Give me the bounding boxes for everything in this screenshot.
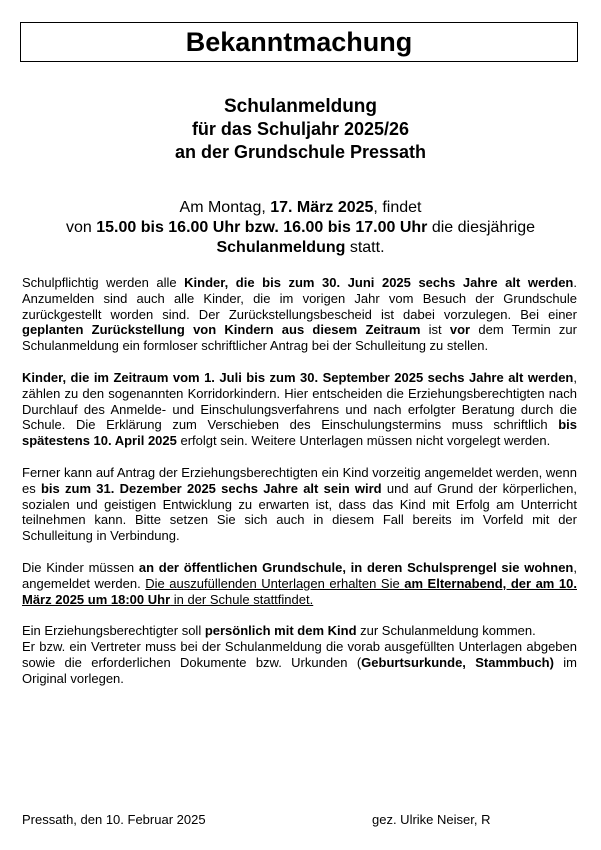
paragraph-schulsprengel [22, 560, 577, 607]
text: statt. [345, 239, 385, 256]
announcement-line-1 [0, 198, 601, 218]
announcement [0, 198, 601, 258]
bold-text: Geburtsurkunde, Stammbuch) [361, 654, 554, 670]
text: Er bzw. ein Vertreter muss bei der Schulanmeldung die vorab ausgefüllten Unterlagen abgeben sowie die erforderlichen Dokumente bzw. Urkunden ( [22, 639, 577, 670]
subheading-line-2: für das Schuljahr 2025/26 [191, 119, 410, 139]
paragraph-schulpflicht [22, 275, 577, 354]
bold-text: vor [449, 322, 471, 338]
text: , zählen zu den sogenannten Korridorkindern. Hier entscheiden die Erziehungsberechtigten nach Durchlauf des Anmelde- und Einschulungsverfahrens und nach erfolgter Beratung durch die Schule. Die Erklärung zum Verschieben des Einschulungstermins muss schriftlich [22, 369, 577, 433]
announcement-line-3 [0, 238, 601, 258]
announcement-line-2 [0, 218, 601, 238]
text: dem Termin zur Schulanmeldung ein formloser schriftlicher Antrag bei der Schulleitung zu stellen. [22, 322, 577, 354]
paragraph-persoenlich [22, 623, 577, 639]
page-title: Bekanntmachung [185, 26, 413, 57]
bold-text: geplanten Zurückstellung von Kindern aus diesem Zeitraum [22, 322, 421, 338]
body-text [22, 275, 577, 703]
text: und auf Grund der körperlichen, sozialen und geistigen Entwicklung zu erwarten ist, dass das Kind mit Erfolg am Unterricht teilnehmen kann. Bitte setzen Sie sich auch in diesem Fall bereits im Vorfeld mit der Schulleitung in Verbindung. [22, 480, 577, 544]
bold-text: Kinder, die im Zeitraum vom 1. Juli bis zum 30. September 2025 sechs Jahre alt werden [22, 369, 574, 385]
announcement-event: Schulanmeldung [216, 239, 346, 256]
underlined-text: in der Schule stattfindet. [170, 591, 314, 607]
text: Ferner kann auf Antrag der Erziehungsberechtigten ein Kind vorzeitig angemeldet werden, wenn es [22, 464, 577, 496]
announcement-times: 15.00 bis 16.00 Uhr bzw. 16.00 bis 17.00 Uhr [96, 219, 428, 236]
bold-text: bis zum 31. Dezember 2025 sechs Jahre alt sein wird [40, 480, 382, 496]
text: von [65, 219, 97, 236]
subheading [0, 95, 601, 164]
paragraph-korridorkinder [22, 370, 577, 449]
bold-text: an der öffentlichen Grundschule, in deren Schulsprengel sie wohnen [138, 559, 574, 575]
text: im Original vorlegen. [22, 654, 578, 686]
title-box [20, 22, 578, 62]
subheading-line-1: Schulanmeldung [223, 96, 378, 117]
underlined-text: Die auszufüllenden Unterlagen erhalten Sie [145, 575, 405, 591]
text: Am Montag, [179, 199, 271, 216]
text: Schulpflichtig werden alle [22, 275, 185, 290]
text: , angemeldet werden. [22, 559, 577, 591]
text: die diesjährige [427, 219, 535, 236]
footer-signature: gez. Ulrike Neiser, R [372, 812, 491, 827]
paragraph-unterlagen [22, 639, 577, 686]
text: erfolgt sein. Weitere Unterlagen müssen nicht vorgelegt werden. [176, 433, 551, 449]
bold-text: bis spätestens 10. April 2025 [22, 417, 577, 449]
text: Die Kinder müssen [22, 559, 139, 575]
bold-text: persönlich mit dem Kind [204, 623, 357, 639]
text: ist [420, 322, 450, 338]
announcement-date: 17. März 2025 [270, 199, 374, 216]
text: zur Schulanmeldung kommen. [356, 623, 536, 639]
paragraph-vorzeitig [22, 465, 577, 544]
underlined-bold-text: am Elternabend, der am 10. März 2025 um 18:00 Uhr [22, 575, 577, 607]
text: . Anzumelden sind auch alle Kinder, die im vorigen Jahr vom Besuch der Grundschule zurückgestellt worden sind. Der Zurückstellungsbescheid ist dabei vorzulegen. Bei einer [22, 275, 578, 322]
text: Ein Erziehungsberechtigter soll [22, 623, 205, 639]
footer-place-date: Pressath, den 10. Februar 2025 [22, 812, 206, 827]
subheading-line-3: an der Grundschule Pressath [174, 142, 427, 162]
text: , findet [373, 199, 422, 216]
bold-text: Kinder, die bis zum 30. Juni 2025 sechs Jahre alt werden [184, 275, 574, 290]
